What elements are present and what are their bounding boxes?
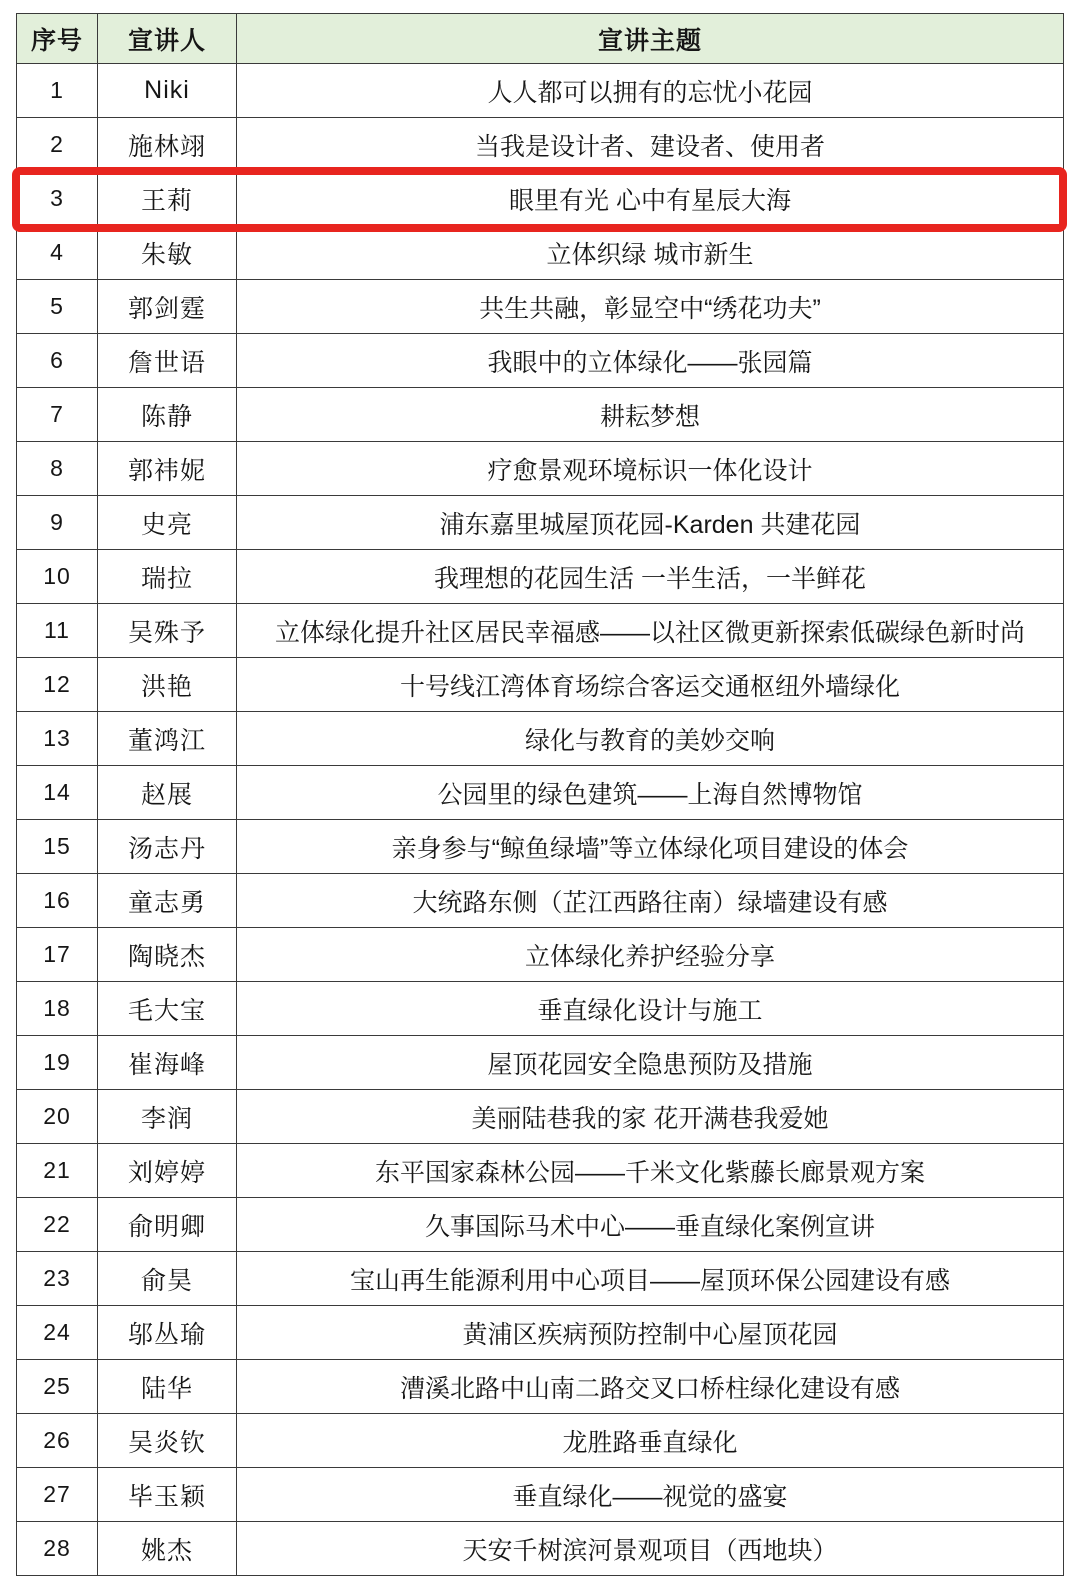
speaker-cell: 王莉 — [98, 172, 237, 226]
topic-cell: 垂直绿化——视觉的盛宴 — [237, 1468, 1064, 1522]
column-header-topic: 宣讲主题 — [237, 14, 1064, 64]
table-row — [17, 172, 1064, 226]
column-header-number: 序号 — [17, 14, 98, 64]
topic-cell: 疗愈景观环境标识一体化设计 — [237, 442, 1064, 496]
speaker-cell: 俞昊 — [98, 1252, 237, 1306]
row-number-cell: 17 — [17, 928, 98, 982]
row-number-cell: 18 — [17, 982, 98, 1036]
topic-cell: 美丽陆巷我的家 花开满巷我爱她 — [237, 1090, 1064, 1144]
table-row — [17, 1090, 1064, 1144]
speaker-cell: 陶晓杰 — [98, 928, 237, 982]
speaker-cell: 朱敏 — [98, 226, 237, 280]
row-number-cell: 15 — [17, 820, 98, 874]
speaker-cell: 吴炎钦 — [98, 1414, 237, 1468]
row-number-cell: 13 — [17, 712, 98, 766]
table-row — [17, 442, 1064, 496]
row-number-cell: 7 — [17, 388, 98, 442]
topic-cell: 久事国际马术中心——垂直绿化案例宣讲 — [237, 1198, 1064, 1252]
row-number-cell: 21 — [17, 1144, 98, 1198]
topic-cell: 绿化与教育的美妙交响 — [237, 712, 1064, 766]
row-number-cell: 19 — [17, 1036, 98, 1090]
row-number-cell: 20 — [17, 1090, 98, 1144]
speaker-cell: 瑞拉 — [98, 550, 237, 604]
topic-cell: 立体绿化养护经验分享 — [237, 928, 1064, 982]
table-row — [17, 1468, 1064, 1522]
speaker-cell: 刘婷婷 — [98, 1144, 237, 1198]
table-row — [17, 604, 1064, 658]
topic-cell: 浦东嘉里城屋顶花园-Karden 共建花园 — [237, 496, 1064, 550]
table-row — [17, 928, 1064, 982]
speaker-cell: 姚杰 — [98, 1522, 237, 1576]
column-header-speaker: 宣讲人 — [98, 14, 237, 64]
speaker-cell: 毕玉颖 — [98, 1468, 237, 1522]
speaker-cell: 郭祎妮 — [98, 442, 237, 496]
table-row — [17, 1522, 1064, 1576]
topic-cell: 共生共融，彰显空中“绣花功夫” — [237, 280, 1064, 334]
row-number-cell: 1 — [17, 64, 98, 118]
table-row — [17, 1252, 1064, 1306]
speaker-cell: 毛大宝 — [98, 982, 237, 1036]
row-number-cell: 24 — [17, 1306, 98, 1360]
table-row — [17, 766, 1064, 820]
row-number-cell: 3 — [17, 172, 98, 226]
topic-cell: 眼里有光 心中有星辰大海 — [237, 172, 1064, 226]
row-number-cell: 27 — [17, 1468, 98, 1522]
row-number-cell: 23 — [17, 1252, 98, 1306]
row-number-cell: 2 — [17, 118, 98, 172]
table-row — [17, 118, 1064, 172]
table-row — [17, 658, 1064, 712]
table-row — [17, 1414, 1064, 1468]
topic-cell: 公园里的绿色建筑——上海自然博物馆 — [237, 766, 1064, 820]
topic-cell: 人人都可以拥有的忘忧小花园 — [237, 64, 1064, 118]
topic-cell: 当我是设计者、建设者、使用者 — [237, 118, 1064, 172]
speaker-cell: 汤志丹 — [98, 820, 237, 874]
topic-cell: 宝山再生能源利用中心项目——屋顶环保公园建设有感 — [237, 1252, 1064, 1306]
table-row — [17, 874, 1064, 928]
speaker-cell: 赵展 — [98, 766, 237, 820]
speaker-cell: 童志勇 — [98, 874, 237, 928]
table-row — [17, 1360, 1064, 1414]
table-body — [17, 64, 1064, 1576]
speaker-cell: 詹世语 — [98, 334, 237, 388]
table-row — [17, 820, 1064, 874]
topic-cell: 耕耘梦想 — [237, 388, 1064, 442]
table-row — [17, 1144, 1064, 1198]
speaker-cell: 郭剑霆 — [98, 280, 237, 334]
speaker-cell: 俞明卿 — [98, 1198, 237, 1252]
table-row — [17, 334, 1064, 388]
speaker-cell: 洪艳 — [98, 658, 237, 712]
speaker-schedule-table — [16, 13, 1064, 1576]
row-number-cell: 25 — [17, 1360, 98, 1414]
topic-cell: 亲身参与“鲸鱼绿墙”等立体绿化项目建设的体会 — [237, 820, 1064, 874]
speaker-cell: 陈静 — [98, 388, 237, 442]
topic-cell: 垂直绿化设计与施工 — [237, 982, 1064, 1036]
topic-cell: 我理想的花园生活 一半生活，一半鲜花 — [237, 550, 1064, 604]
row-number-cell: 9 — [17, 496, 98, 550]
speaker-cell: 李润 — [98, 1090, 237, 1144]
topic-cell: 天安千树滨河景观项目（西地块） — [237, 1522, 1064, 1576]
speaker-cell: 陆华 — [98, 1360, 237, 1414]
speaker-cell: 施林翊 — [98, 118, 237, 172]
row-number-cell: 14 — [17, 766, 98, 820]
table-row — [17, 550, 1064, 604]
topic-cell: 我眼中的立体绿化——张园篇 — [237, 334, 1064, 388]
table-row — [17, 982, 1064, 1036]
row-number-cell: 10 — [17, 550, 98, 604]
table-row — [17, 1198, 1064, 1252]
topic-cell: 立体织绿 城市新生 — [237, 226, 1064, 280]
topic-cell: 十号线江湾体育场综合客运交通枢纽外墙绿化 — [237, 658, 1064, 712]
table-row — [17, 388, 1064, 442]
topic-cell: 大统路东侧（芷江西路往南）绿墙建设有感 — [237, 874, 1064, 928]
row-number-cell: 22 — [17, 1198, 98, 1252]
table-header-row — [17, 14, 1064, 64]
speaker-cell: 史亮 — [98, 496, 237, 550]
table-row — [17, 712, 1064, 766]
topic-cell: 龙胜路垂直绿化 — [237, 1414, 1064, 1468]
table-row — [17, 1036, 1064, 1090]
row-number-cell: 8 — [17, 442, 98, 496]
row-number-cell: 11 — [17, 604, 98, 658]
table-row — [17, 496, 1064, 550]
row-number-cell: 16 — [17, 874, 98, 928]
row-number-cell: 26 — [17, 1414, 98, 1468]
topic-cell: 屋顶花园安全隐患预防及措施 — [237, 1036, 1064, 1090]
table-row — [17, 64, 1064, 118]
topic-cell: 漕溪北路中山南二路交叉口桥柱绿化建设有感 — [237, 1360, 1064, 1414]
topic-cell: 立体绿化提升社区居民幸福感——以社区微更新探索低碳绿色新时尚 — [237, 604, 1064, 658]
row-number-cell: 28 — [17, 1522, 98, 1576]
speaker-cell: Niki — [98, 64, 237, 118]
row-number-cell: 4 — [17, 226, 98, 280]
table-row — [17, 280, 1064, 334]
row-number-cell: 5 — [17, 280, 98, 334]
speaker-cell: 崔海峰 — [98, 1036, 237, 1090]
topic-cell: 黄浦区疾病预防控制中心屋顶花园 — [237, 1306, 1064, 1360]
speaker-cell: 邬丛瑜 — [98, 1306, 237, 1360]
table-row — [17, 1306, 1064, 1360]
row-number-cell: 6 — [17, 334, 98, 388]
topic-cell: 东平国家森林公园——千米文化紫藤长廊景观方案 — [237, 1144, 1064, 1198]
table-row — [17, 226, 1064, 280]
speaker-cell: 吴殊予 — [98, 604, 237, 658]
speaker-cell: 董鸿江 — [98, 712, 237, 766]
row-number-cell: 12 — [17, 658, 98, 712]
